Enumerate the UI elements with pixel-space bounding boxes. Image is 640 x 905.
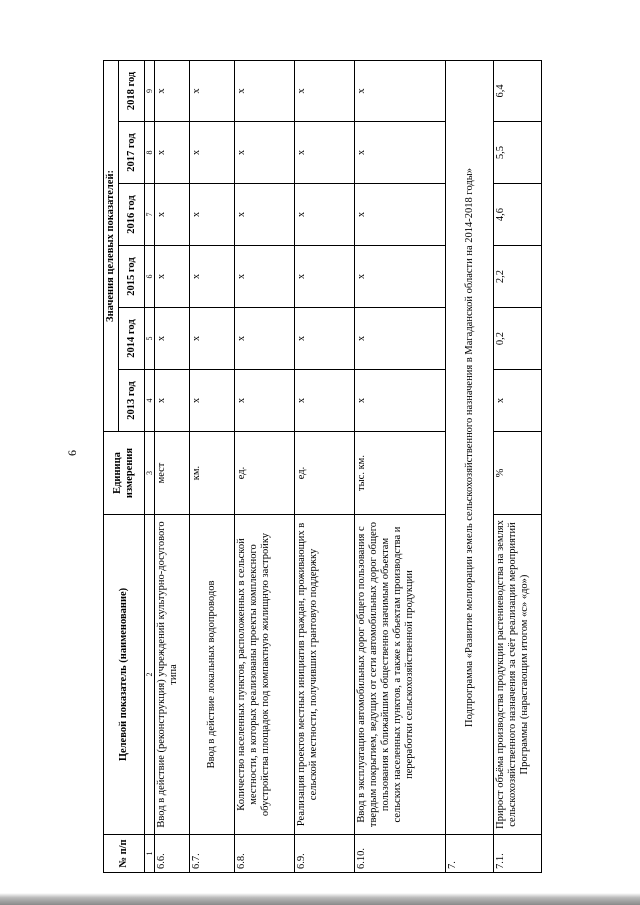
row-num: 6.9. xyxy=(295,835,355,873)
row-value: х xyxy=(295,60,355,121)
row-value: х xyxy=(155,122,190,184)
index-cell: 5 xyxy=(145,308,155,370)
row-value: х xyxy=(190,370,235,432)
header-year-2017: 2017 год xyxy=(119,122,145,184)
row-value: х xyxy=(235,246,295,308)
row-name: Ввод в действие (реконструкция) учреждений культурно-досугового типа xyxy=(155,515,190,835)
row-value: х xyxy=(235,308,295,370)
row-value: х xyxy=(355,246,446,308)
row-name: Ввод в эксплуатацию автомобильных дорог общего пользования с твердым покрытием, ведущих от сети автомобильных дорог общего пользования к ближайшим общественно значимым объектам сельских населенных пунктов, а также к объектам производства и переработки сельскохозяйственной продукции xyxy=(355,515,446,835)
header-values: Значения целевых показателей: xyxy=(104,60,119,431)
table-row xyxy=(295,60,355,872)
row-unit: % xyxy=(494,432,542,515)
index-cell: 9 xyxy=(145,60,155,121)
row-value: х xyxy=(295,246,355,308)
row-value: х xyxy=(190,184,235,246)
scan-edge xyxy=(0,893,640,905)
row-num: 6.8. xyxy=(235,835,295,873)
subprogram-num: 7. xyxy=(446,835,494,873)
table-row xyxy=(494,60,542,872)
row-value: х xyxy=(355,184,446,246)
row-value: 6,4 xyxy=(494,60,542,121)
row-value: х xyxy=(155,184,190,246)
header-year-2015: 2015 год xyxy=(119,246,145,308)
row-value: х xyxy=(295,370,355,432)
row-value: х xyxy=(155,246,190,308)
row-value: х xyxy=(355,122,446,184)
header-year-2013: 2013 год xyxy=(119,370,145,432)
row-value: х xyxy=(235,122,295,184)
table-row xyxy=(235,60,295,872)
row-value: х xyxy=(155,370,190,432)
row-value: х xyxy=(190,246,235,308)
row-value: х xyxy=(494,370,542,432)
row-unit: тыс. км. xyxy=(355,432,446,515)
row-unit: ед. xyxy=(295,432,355,515)
row-value: х xyxy=(235,184,295,246)
row-value: х xyxy=(295,184,355,246)
row-value: х xyxy=(155,308,190,370)
row-value: х xyxy=(355,60,446,121)
subprogram-title: Подпрограмма «Развитие мелиорации земель сельскохозяйственного назначения в Магаданской области на 2014-2018 годы» xyxy=(446,60,494,834)
row-name: Прирост объёма производства продукции растениеводства на землях сельскохозяйственного назначения за счёт реализации мероприятий Программы (нарастающим итогом «с» «до») xyxy=(494,515,542,835)
row-unit: км. xyxy=(190,432,235,515)
row-value: х xyxy=(235,370,295,432)
row-num: 6.10. xyxy=(355,835,446,873)
indicators-table xyxy=(103,60,542,873)
row-name: Реализация проектов местных инициатив граждан, проживающих в сельской местности, получивших грантовую поддержку xyxy=(295,515,355,835)
row-value: х xyxy=(190,308,235,370)
row-value: 4,6 xyxy=(494,184,542,246)
page-number: 6 xyxy=(65,450,79,456)
row-value: х xyxy=(190,122,235,184)
header-year-2018: 2018 год xyxy=(119,60,145,121)
row-value: х xyxy=(155,60,190,121)
row-value: 0,2 xyxy=(494,308,542,370)
row-name: Количество населенных пунктов, расположенных в сельской местности, в которых реализованы проекты комплексного обустройства площадок под компактную жилищную застройку xyxy=(235,515,295,835)
index-cell: 6 xyxy=(145,246,155,308)
subprogram-row xyxy=(446,60,494,872)
row-value: х xyxy=(355,370,446,432)
row-value: 2,2 xyxy=(494,246,542,308)
index-cell: 7 xyxy=(145,184,155,246)
index-cell: 8 xyxy=(145,122,155,184)
row-value: х xyxy=(235,60,295,121)
row-value: х xyxy=(355,308,446,370)
header-year-2016: 2016 год xyxy=(119,184,145,246)
index-row xyxy=(145,60,155,872)
index-cell: 2 xyxy=(145,515,155,835)
row-unit: ед. xyxy=(235,432,295,515)
table-row xyxy=(355,60,446,872)
row-unit: мест xyxy=(155,432,190,515)
index-cell: 3 xyxy=(145,432,155,515)
row-num: 6.7. xyxy=(190,835,235,873)
row-value: х xyxy=(295,308,355,370)
row-num: 6.6. xyxy=(155,835,190,873)
row-value: х xyxy=(190,60,235,121)
header-unit: Единица измерения xyxy=(104,432,145,515)
header-name: Целевой показатель (наименование) xyxy=(104,515,145,835)
table-row xyxy=(155,60,190,872)
row-value: х xyxy=(295,122,355,184)
row-value: 5,5 xyxy=(494,122,542,184)
row-num: 7.1. xyxy=(494,835,542,873)
table-row xyxy=(190,60,235,872)
index-cell: 1 xyxy=(145,835,155,873)
index-cell: 4 xyxy=(145,370,155,432)
header-num: № п/п xyxy=(104,835,145,873)
row-name: Ввод в действие локальных водопроводов xyxy=(190,515,235,835)
header-year-2014: 2014 год xyxy=(119,308,145,370)
